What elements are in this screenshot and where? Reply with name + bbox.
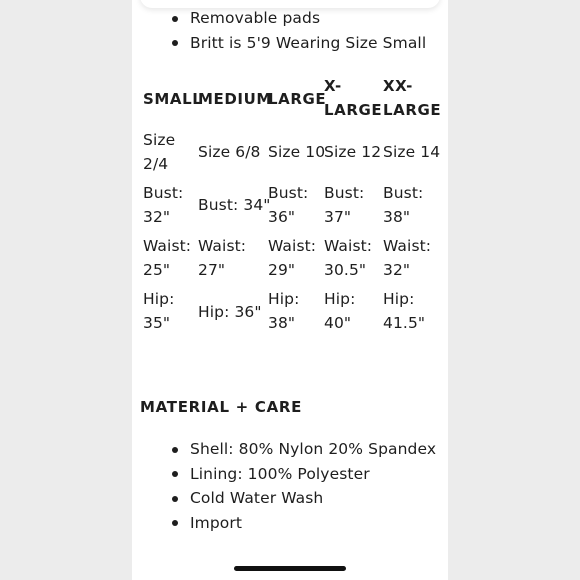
table-cell: Size 14 xyxy=(383,143,441,161)
size-chart-table xyxy=(143,72,443,344)
table-cell: Waist: 29" xyxy=(268,237,317,279)
list-item: Shell: 80% Nylon 20% Spandex xyxy=(172,437,436,462)
table-cell: Hip: 36" xyxy=(198,303,262,321)
list-item: Britt is 5'9 Wearing Size Small xyxy=(172,31,426,56)
table-cell: Hip: 38" xyxy=(268,290,300,332)
list-item: Lining: 100% Polyester xyxy=(172,462,436,487)
table-cell: Size 2/4 xyxy=(143,131,176,173)
table-cell: Hip: 40" xyxy=(324,290,356,332)
table-cell: Waist: 25" xyxy=(143,237,192,279)
home-indicator-bar[interactable] xyxy=(234,566,346,571)
table-cell: Hip: 41.5" xyxy=(383,290,426,332)
header-large: LARGE xyxy=(268,90,327,108)
table-cell: Bust: 36" xyxy=(268,184,309,226)
header-small: SMALL xyxy=(143,90,203,108)
table-cell: Size 6/8 xyxy=(198,143,261,161)
list-item: Cold Water Wash xyxy=(172,486,436,511)
table-cell: Size 12 xyxy=(324,143,382,161)
table-cell: Bust: 34" xyxy=(198,196,271,214)
table-cell: Hip: 35" xyxy=(143,290,175,332)
table-cell: Bust: 37" xyxy=(324,184,365,226)
table-cell: Waist: 32" xyxy=(383,237,432,279)
table-cell: Waist: 30.5" xyxy=(324,237,373,279)
list-item: Import xyxy=(172,511,436,536)
table-cell: Bust: 38" xyxy=(383,184,424,226)
header-x-large: X- LARGE xyxy=(324,77,383,119)
table-cell: Size 10 xyxy=(268,143,326,161)
header-xx-large: XX- LARGE xyxy=(383,77,442,119)
table-cell: Waist: 27" xyxy=(198,237,247,279)
feature-list xyxy=(172,6,426,55)
list-item: Removable pads xyxy=(172,6,426,31)
material-care-heading: MATERIAL + CARE xyxy=(140,398,303,416)
table-cell: Bust: 32" xyxy=(143,184,184,226)
header-medium: MEDIUM xyxy=(198,90,272,108)
material-care-list xyxy=(172,437,436,535)
